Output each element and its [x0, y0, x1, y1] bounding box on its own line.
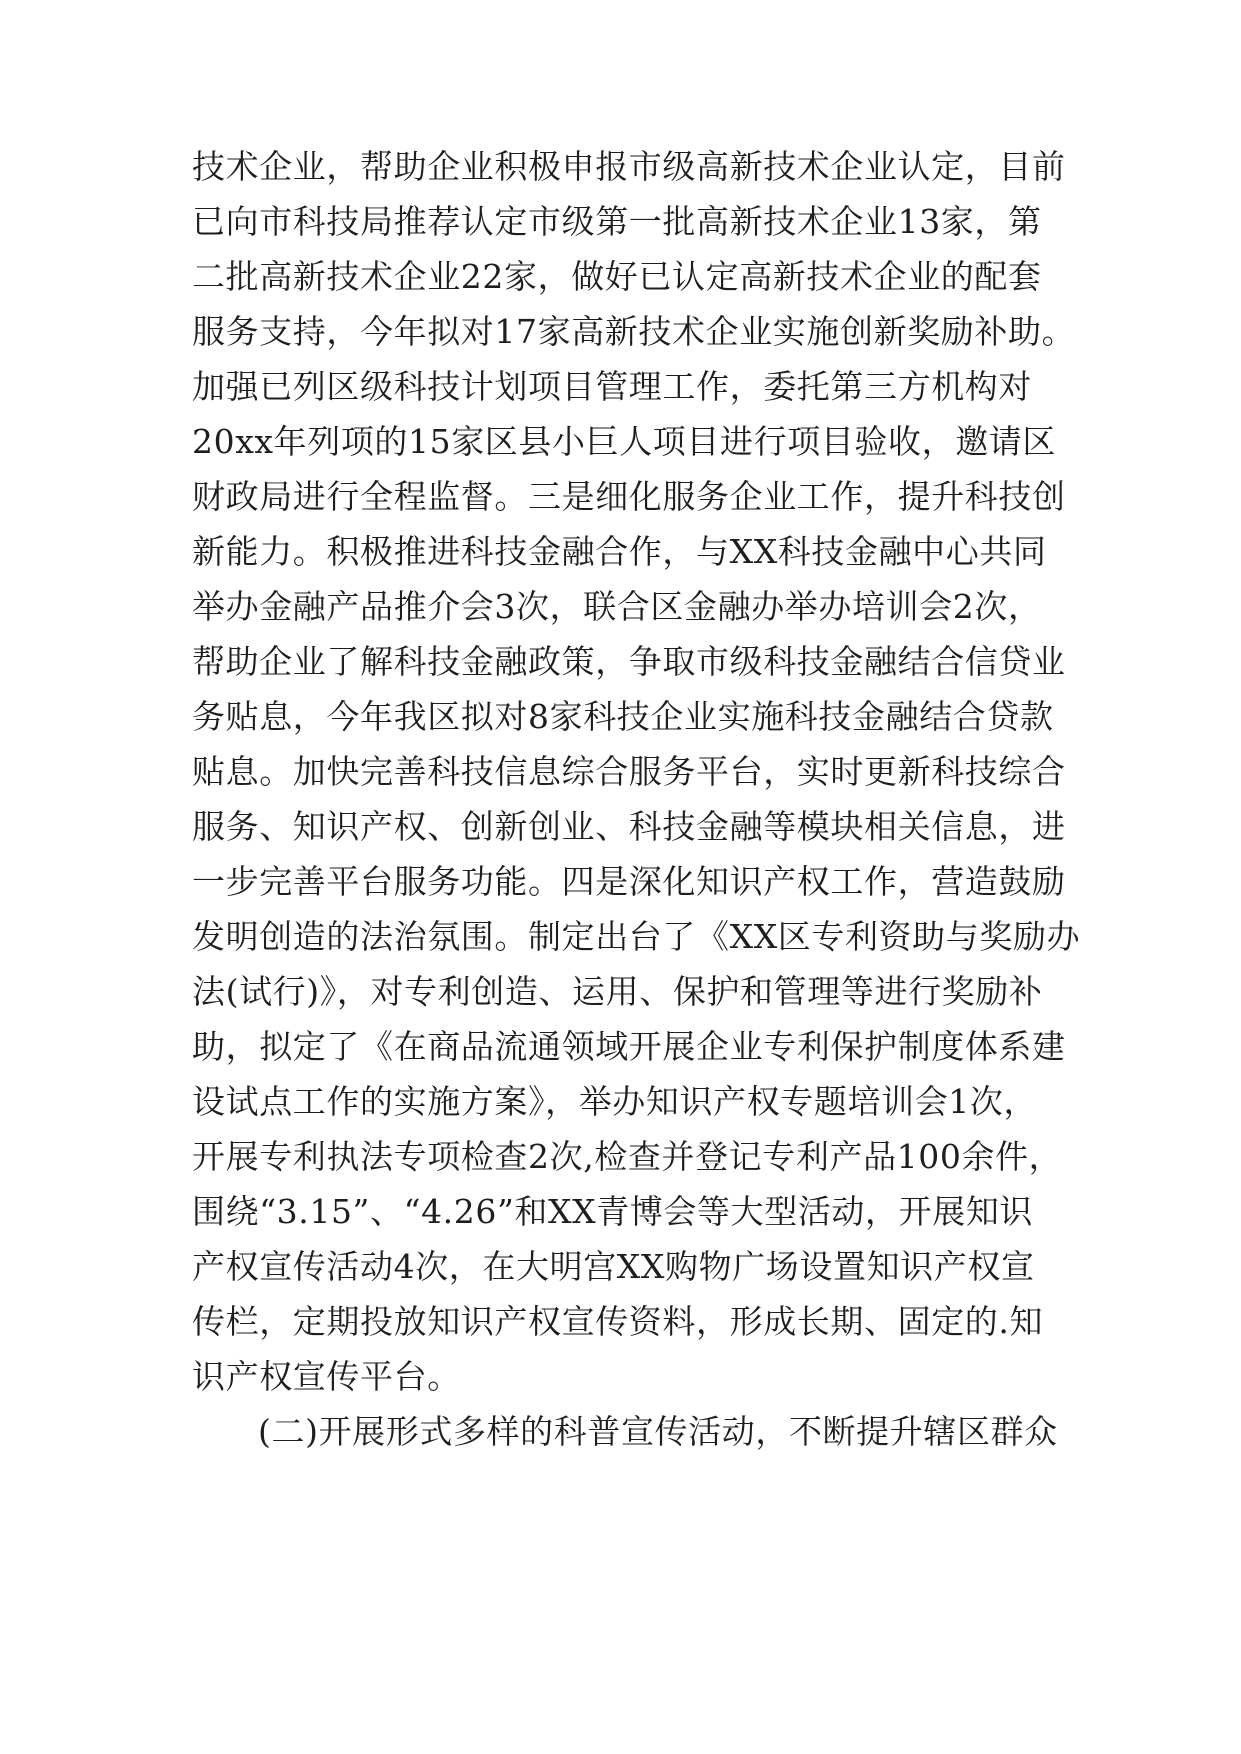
paragraph-line: 法(试行)》，对专利创造、运用、保护和管理等进行奖励补: [192, 972, 1043, 1011]
paragraph-line: 服务支持，今年拟对17家高新技术企业实施创新奖励补助。: [192, 312, 1076, 351]
paragraph-line: 设试点工作的实施方案》，举办知识产权专题培训会1次，: [192, 1082, 1038, 1121]
paragraph-line: 一步完善平台服务功能。四是深化知识产权工作，营造鼓励: [192, 862, 1066, 901]
paragraph-line: 贴息。加快完善科技信息综合服务平台，实时更新科技综合: [192, 752, 1066, 791]
paragraph-line: 举办金融产品推介会3次，联合区金融办举办培训会2次，: [192, 587, 1042, 626]
paragraph-line: 帮助企业了解科技金融政策，争取市级科技金融结合信贷业: [192, 642, 1066, 681]
paragraph-line: 技术企业，帮助企业积极申报市级高新技术企业认定，目前: [192, 147, 1066, 186]
paragraph-line: 传栏，定期投放知识产权宣传资料，形成长期、固定的.知: [192, 1302, 1044, 1341]
paragraph-line: 财政局进行全程监督。三是细化服务企业工作，提升科技创: [192, 477, 1066, 516]
paragraph-line: 20xx年列项的15家区县小巨人项目进行项目验收，邀请区: [192, 422, 1057, 461]
paragraph-line: 务贴息，今年我区拟对8家科技企业实施科技金融结合贷款: [192, 697, 1054, 736]
paragraph-line: 开展专利执法专项检查2次,检查并登记专利产品100余件，: [192, 1137, 1063, 1176]
paragraph-line: 围绕“3.15”、“4.26”和XX青博会等大型活动，开展知识: [192, 1192, 1034, 1231]
paragraph-line: 产权宣传活动4次，在大明宫XX购物广场设置知识产权宣: [192, 1247, 1035, 1286]
paragraph-line: 加强已列区级科技计划项目管理工作，委托第三方机构对: [192, 367, 1032, 406]
paragraph-line: 识产权宣传平台。: [192, 1357, 461, 1396]
paragraph-line: 助，拟定了《在商品流通领域开展企业专利保护制度体系建: [192, 1027, 1066, 1066]
section-heading: (二)开展形式多样的科普宣传活动，不断提升辖区群众: [258, 1412, 1058, 1451]
paragraph-line: 发明创造的法治氛围。制定出台了《XX区专利资助与奖励办: [192, 917, 1081, 956]
paragraph-line: 二批高新技术企业22家，做好已认定高新技术企业的配套: [192, 257, 1042, 296]
paragraph-line: 已向市科技局推荐认定市级第一批高新技术企业13家，第: [192, 202, 1042, 241]
paragraph-line: 服务、知识产权、创新创业、科技金融等模块相关信息，进: [192, 807, 1066, 846]
paragraph-line: 新能力。积极推进科技金融合作，与XX科技金融中心共同: [192, 532, 1047, 571]
